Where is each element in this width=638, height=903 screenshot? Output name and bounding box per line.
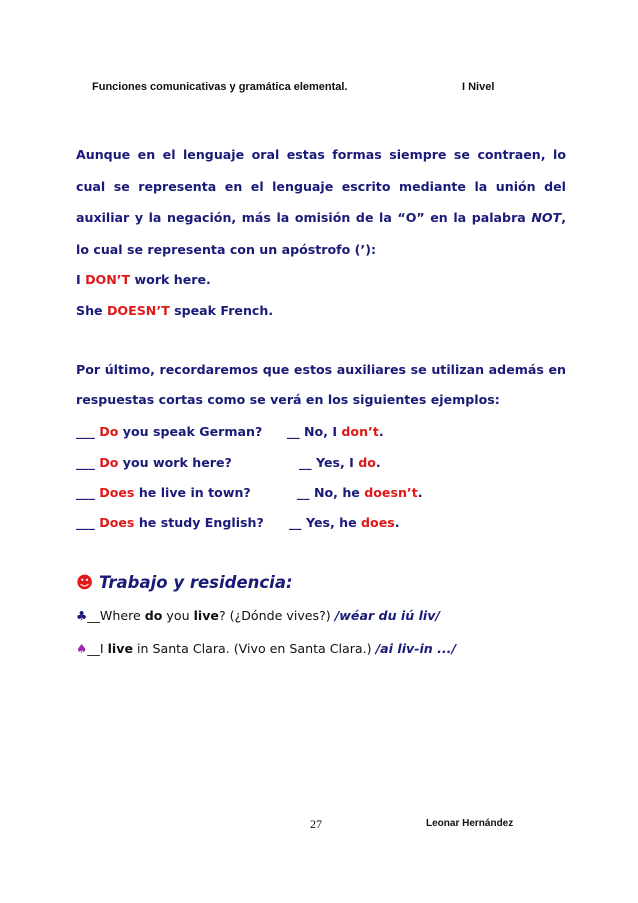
- example-doesnt-aux: DOESN’T: [106, 303, 170, 318]
- vocab-text: __I: [87, 641, 108, 656]
- para1-line1: Aunque en el lenguaje oral estas formas siempre se contraen, lo: [76, 147, 566, 162]
- para1-line2: cual se representa en el lenguaje escrito mediante la unión del: [76, 179, 566, 194]
- blank: ___: [76, 485, 100, 500]
- club-icon: ♣: [76, 608, 88, 623]
- page-number: 27: [310, 817, 322, 831]
- answer-aux: doesn’t: [364, 485, 418, 500]
- question-text: you work here?: [118, 455, 232, 470]
- answer-4: [289, 515, 400, 530]
- answer-end: .: [417, 485, 423, 500]
- question-4: [76, 515, 264, 530]
- answer-text: __ No, I: [287, 424, 342, 439]
- vocab-text: in Santa Clara. (Vivo en Santa Clara.): [133, 641, 376, 656]
- blank: ___: [76, 515, 100, 530]
- smiley-icon: ☻: [76, 573, 94, 592]
- para2-line1: Por último, recordaremos que estos auxiliares se utilizan además en: [76, 362, 566, 377]
- vocab-text: you: [162, 608, 194, 623]
- example-dont: [76, 272, 566, 288]
- para1-line4: lo cual se representa con un apóstrofo (’):: [76, 242, 377, 257]
- section-title: [76, 573, 293, 592]
- header-title: Funciones comunicativas y gramática elemental.: [92, 81, 348, 93]
- phonetic: /ai liv-in .../: [375, 641, 457, 656]
- question-2: [76, 455, 232, 470]
- answer-aux: don’t: [341, 424, 379, 439]
- section-title-text: Trabajo y residencia:: [98, 573, 293, 592]
- example-doesnt-subject: She: [76, 303, 107, 318]
- vocab-text: __Where: [87, 608, 145, 623]
- vocab-bold: live: [193, 608, 219, 623]
- answer-text: __ Yes, I: [299, 455, 359, 470]
- blank: ___: [76, 424, 100, 439]
- question-3: [76, 485, 251, 500]
- question-aux: Does: [99, 515, 135, 530]
- answer-end: .: [375, 455, 381, 470]
- blank: ___: [76, 455, 100, 470]
- question-text: he live in town?: [134, 485, 251, 500]
- example-dont-aux: DON’T: [85, 272, 131, 287]
- vocab-2: [76, 641, 456, 656]
- example-dont-rest: work here.: [130, 272, 211, 287]
- answer-text: __ Yes, he: [289, 515, 362, 530]
- answer-aux: does: [361, 515, 395, 530]
- question-aux: Do: [99, 424, 119, 439]
- answer-2: [299, 455, 381, 470]
- vocab-bold: do: [144, 608, 163, 623]
- example-doesnt-rest: speak French.: [169, 303, 274, 318]
- answer-aux: do: [358, 455, 376, 470]
- spade-icon: ♠: [76, 641, 88, 656]
- question-aux: Does: [99, 485, 135, 500]
- para1-line3-comma: ,: [561, 210, 566, 225]
- vocab-bold: live: [107, 641, 133, 656]
- question-1: [76, 424, 262, 439]
- answer-1: [287, 424, 384, 439]
- vocab-1: [76, 608, 440, 623]
- example-doesnt: [76, 303, 566, 319]
- author-name: Leonar Hernández: [426, 818, 514, 829]
- keyword-not: NOT: [531, 210, 562, 225]
- example-dont-subject: I: [76, 272, 86, 287]
- header-level: I Nivel: [462, 81, 495, 93]
- para1-line3: [76, 210, 566, 226]
- phonetic: /wéar du iú liv/: [334, 608, 441, 623]
- para2-line2: respuestas cortas como se verá en los siguientes ejemplos:: [76, 392, 500, 407]
- answer-end: .: [378, 424, 384, 439]
- para1-line3-text: auxiliar y la negación, más la omisión de la “O” en la palabra: [76, 210, 532, 225]
- answer-end: .: [394, 515, 400, 530]
- vocab-text: ? (¿Dónde vives?): [218, 608, 335, 623]
- question-text: he study English?: [134, 515, 264, 530]
- answer-3: [297, 485, 423, 500]
- answer-text: __ No, he: [297, 485, 365, 500]
- question-text: you speak German?: [118, 424, 263, 439]
- question-aux: Do: [99, 455, 119, 470]
